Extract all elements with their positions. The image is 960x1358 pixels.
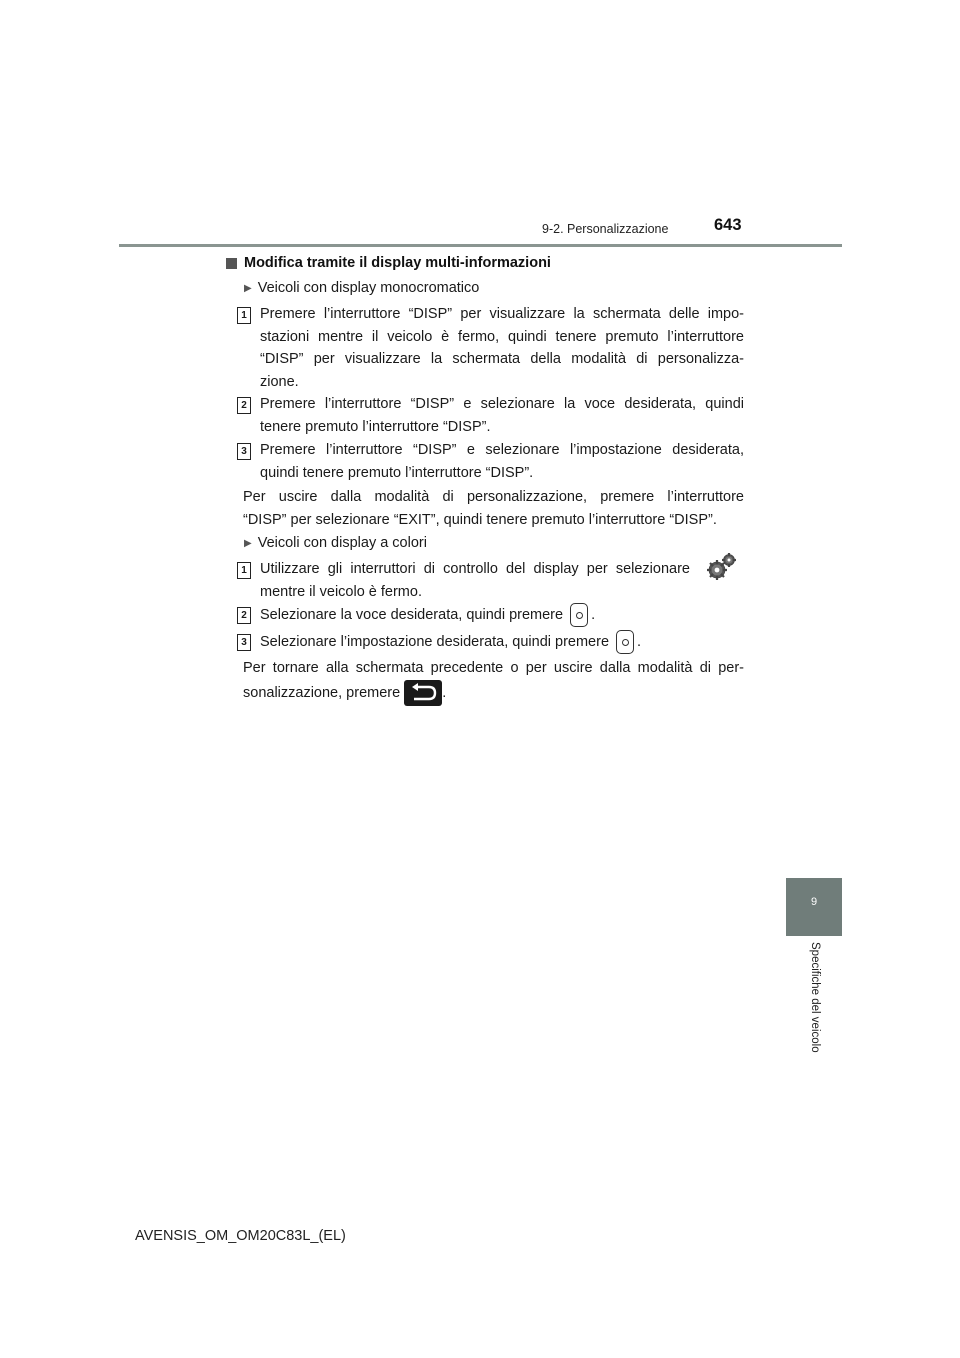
subheading-mono-text: Veicoli con display monocromatico [257,280,480,296]
text-end: . [442,684,447,701]
text-line: quindi tenere premuto l’interruttore “DISP”. [260,464,534,481]
text-line: zione. [260,373,299,390]
text-line: tenere premuto l’interruttore “DISP”. [260,418,491,435]
text-line-part: sonalizzazione, premere [243,684,401,701]
mono-exit-note [243,486,744,531]
page-number: 643 [714,216,742,234]
chapter-tab-number: 9 [786,878,842,936]
color-step-3 [260,630,744,654]
text-line: Selezionare l’impostazione desiderata, quindi premere [260,633,610,650]
color-step-1 [260,558,690,603]
mono-step-3 [260,439,744,484]
text-line: Premere l’interruttore “DISP” per visualizzare la schermata delle impo- [260,306,744,322]
subheading-color-text: Veicoli con display a colori [257,535,427,551]
step-number-badge: 1 [237,307,251,324]
section-heading-text: Modifica tramite il display multi-informazioni [244,255,551,271]
text-line: Utilizzare gli interruttori di controllo del display per selezionare [260,561,690,577]
mono-step-1 [260,303,744,393]
step-number-badge: 3 [237,443,251,460]
subheading-color [244,535,427,551]
text-line: Premere l’interruttore “DISP” e selezionare la voce desiderata, quindi [260,396,744,412]
settings-gear-icon [704,552,738,582]
color-return-note [243,657,744,706]
text-line [243,680,744,706]
text-line: Premere l’interruttore “DISP” e selezionare l’impostazione desiderata, [260,442,744,458]
step-number-badge: 3 [237,634,251,651]
triangle-bullet-icon: ▶ [244,538,252,549]
text-line: Selezionare la voce desiderata, quindi premere [260,606,564,623]
step-number-badge: 2 [237,397,251,414]
enter-button-icon [570,603,588,627]
text-line: mentre il veicolo è fermo. [260,583,422,600]
chapter-tab-title [786,938,842,1078]
document-code: AVENSIS_OM_OM20C83L_(EL) [135,1228,346,1244]
header-divider [119,244,842,247]
text-line: Per uscire dalla modalità di personalizzazione, premere l’interruttore [243,489,744,505]
text-end: . [637,633,642,650]
subheading-mono [244,280,479,296]
color-step-2 [260,603,744,627]
back-button-icon [404,680,442,706]
chapter-tab-title-text: Specifiche del veicolo [809,942,821,1053]
section-heading [226,255,551,271]
square-bullet-icon [226,258,237,269]
text-line: Per tornare alla schermata precedente o per uscire dalla modalità di per- [243,660,744,676]
back-arrow-icon [404,680,442,706]
text-line: stazioni mentre il veicolo è fermo, quindi tenere premuto l’interruttore [260,328,744,345]
triangle-bullet-icon: ▶ [244,283,252,294]
step-number-badge: 2 [237,607,251,624]
text-end: . [591,606,596,623]
step-number-badge: 1 [237,562,251,579]
text-line: “DISP” per visualizzare la schermata della modalità di personalizza- [260,351,744,367]
enter-button-icon [616,630,634,654]
mono-step-2 [260,393,744,438]
section-title: 9-2. Personalizzazione [542,222,669,236]
text-line: “DISP” per selezionare “EXIT”, quindi tenere premuto l’interruttore “DISP”. [243,511,717,528]
